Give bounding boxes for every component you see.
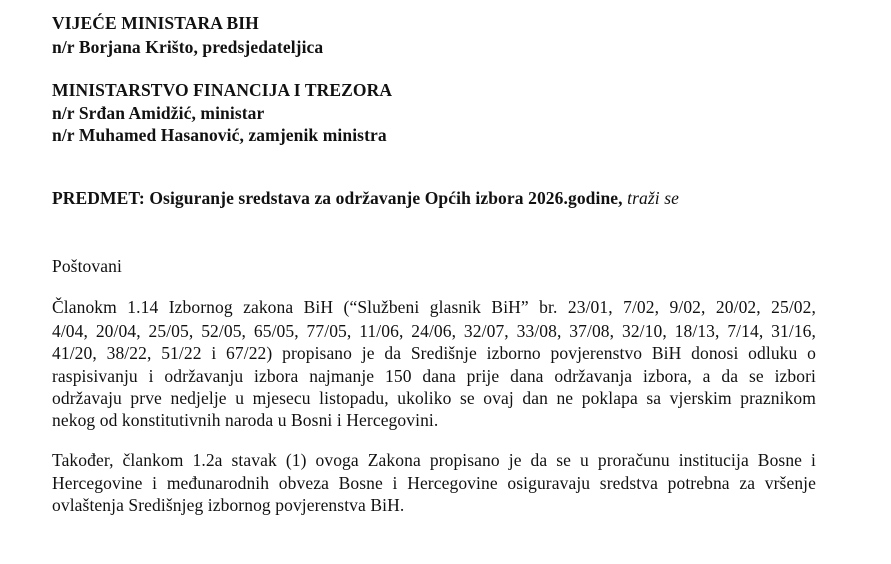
paragraph-1-line-2: 4/04, 20/04, 25/05, 52/05, 65/05, 77/05, 11/06, 24/06, 32/07, 33/08, 37/08, 32/10, 18/13, 7/14, 31/16, <box>52 321 816 341</box>
paragraph-2-line-2: Hercegovine i međunarodnih obveza Bosne i Hercegovine osiguravaju sredstva potrebna za vršenje <box>52 473 816 493</box>
recipient-1-person-1: n/r Borjana Krišto, predsjedateljica <box>52 37 324 57</box>
paragraph-1-line-6: nekog od konstitutivnih naroda u Bosni i Hercegovini. <box>52 410 439 430</box>
paragraph-2-line-3: ovlaštenja Središnjeg izbornog povjerenstva BiH. <box>52 495 405 515</box>
recipient-2-organization: MINISTARSTVO FINANCIJA I TREZORA <box>52 80 393 100</box>
paragraph-1-line-4: raspisivanju i održavanju izbora najmanje 150 dana prije dana održavanja izbora, a da se izbori <box>52 366 816 386</box>
recipient-1-organization: VIJEĆE MINISTARA BIH <box>52 13 259 33</box>
subject-label: PREDMET: <box>52 188 145 208</box>
paragraph-2-line-1: Također, člankom 1.2a stavak (1) ovoga Zakona propisano je da se u proračunu institucija Bosne i <box>52 450 816 470</box>
recipient-2-person-2: n/r Muhamed Hasanović, zamjenik ministra <box>52 125 387 145</box>
paragraph-1-line-5: održavaju prve nedjelje u mjesecu listopadu, ukoliko se ovaj dan ne poklapa sa vjerskim praznikom <box>52 388 816 408</box>
recipient-2-person-1: n/r Srđan Amidžić, ministar <box>52 103 265 123</box>
paragraph-1-line-1: Članokm 1.14 Izbornog zakona BiH (“Službeni glasnik BiH” br. 23/01, 7/02, 9/02, 20/02, 25/02, <box>52 297 816 317</box>
paragraph-1-line-3: 41/20, 38/22, 51/22 i 67/22) propisano je da Središnje izborno povjerenstvo BiH donosi odluku o <box>52 343 816 363</box>
subject-suffix: traži se <box>627 188 679 208</box>
subject-line <box>52 187 679 209</box>
salutation: Poštovani <box>52 256 122 276</box>
subject-text: Osiguranje sredstava za održavanje Općih izbora 2026.godine, <box>149 188 623 208</box>
